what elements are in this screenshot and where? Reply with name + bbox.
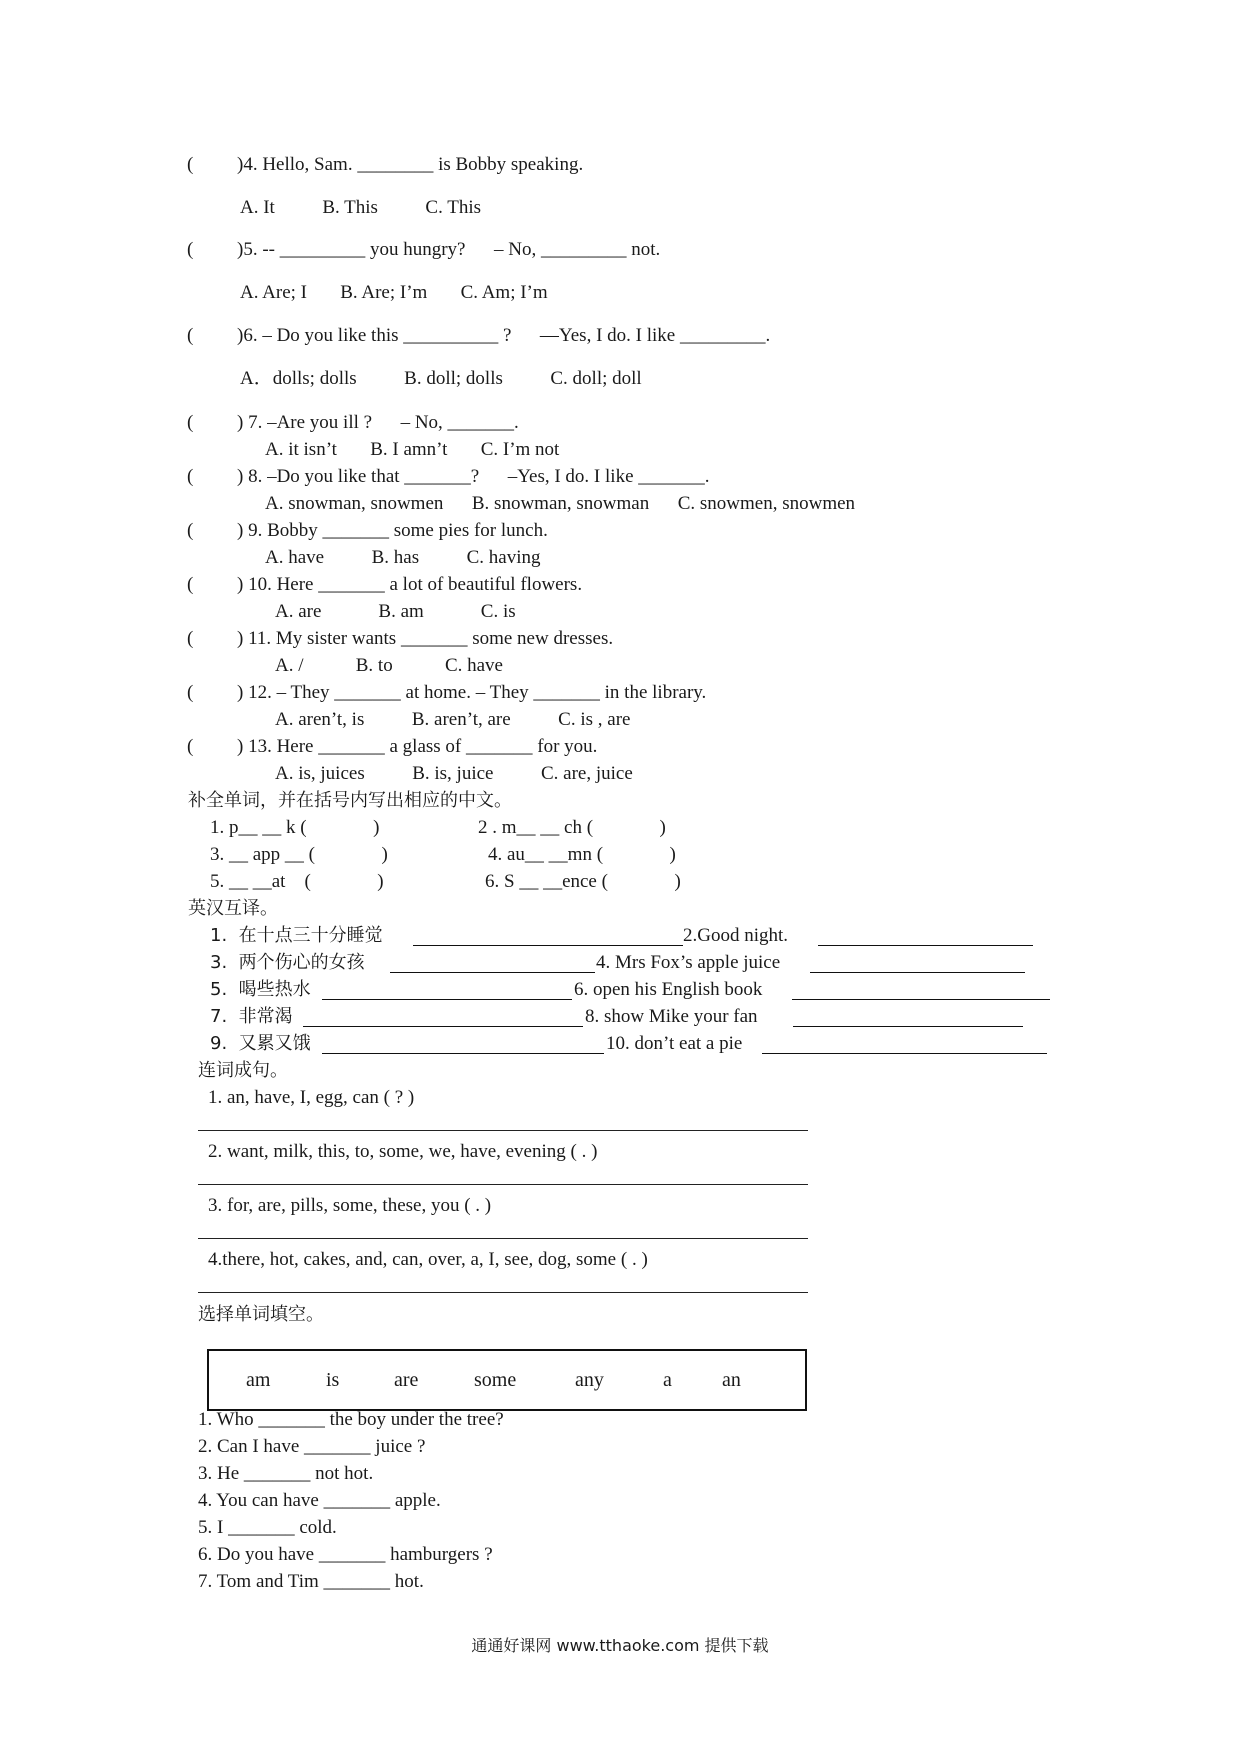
translate-item: 7. 非常渴 [210, 1006, 293, 1027]
order-item: 3. for, are, pills, some, these, you ( . ) [208, 1195, 492, 1216]
fill-item: 3. He _______ not hot. [198, 1463, 374, 1484]
complete-item[interactable]: 3. __ app __ ( ) [210, 844, 388, 865]
mc-paren[interactable]: ( [187, 325, 194, 346]
mc-question: )4. Hello, Sam. ________ is Bobby speaking. [237, 154, 584, 175]
section-title-fill: 选择单词填空。 [198, 1304, 324, 1325]
word-bank-item: a [663, 1369, 672, 1391]
mc-question: ) 9. Bobby _______ some pies for lunch. [237, 520, 548, 541]
complete-item[interactable]: 5. __ __at ( ) [210, 871, 384, 892]
answer-line[interactable] [762, 1053, 1047, 1054]
mc-options: A．dolls; dolls B. doll; dolls C. doll; doll [240, 368, 642, 389]
word-bank-item: are [394, 1369, 419, 1391]
word-bank-item: is [326, 1369, 340, 1391]
mc-question: ) 13. Here _______ a glass of _______ for you. [237, 736, 598, 757]
word-bank-item: any [575, 1369, 604, 1391]
mc-options: A. / B. to C. have [275, 655, 503, 676]
mc-paren[interactable]: ( [187, 412, 194, 433]
fill-item: 6. Do you have _______ hamburgers ? [198, 1544, 493, 1565]
translate-item: 3. 两个伤心的女孩 [210, 952, 365, 973]
order-item: 1. an, have, I, egg, can ( ? ) [208, 1087, 415, 1108]
section-title-complete: 补全单词，并在括号内写出相应的中文。 [188, 790, 512, 811]
order-item: 2. want, milk, this, to, some, we, have, evening ( . ) [208, 1141, 598, 1162]
word-bank-item: some [474, 1369, 517, 1391]
fill-item: 5. I _______ cold. [198, 1517, 337, 1538]
mc-question: ) 8. –Do you like that _______? –Yes, I do. I like _______. [237, 466, 710, 487]
fill-item: 1. Who _______ the boy under the tree? [198, 1409, 504, 1430]
mc-question: ) 7. –Are you ill ? – No, _______. [237, 412, 519, 433]
mc-options: A. is, juices B. is, juice C. are, juice [275, 763, 633, 784]
mc-options: A. it isn’t B. I amn’t C. I’m not [265, 439, 560, 460]
translate-item: 4. Mrs Fox’s apple juice [596, 952, 781, 973]
answer-line[interactable] [322, 999, 572, 1000]
word-bank-item: an [722, 1369, 741, 1391]
answer-line[interactable] [198, 1184, 808, 1185]
mc-options: A. Are; I B. Are; I’m C. Am; I’m [240, 282, 548, 303]
answer-line[interactable] [322, 1053, 604, 1054]
mc-options: A. are B. am C. is [275, 601, 516, 622]
translate-item: 10. don’t eat a pie [606, 1033, 743, 1054]
mc-question: )6. – Do you like this __________ ? —Yes, I do. I like _________. [237, 325, 771, 346]
answer-line[interactable] [413, 945, 683, 946]
complete-item[interactable]: 1. p__ __ k ( ) [210, 817, 380, 838]
fill-item: 2. Can I have _______ juice ? [198, 1436, 426, 1457]
section-title-translate: 英汉互译。 [188, 898, 278, 919]
mc-question: ) 12. – They _______ at home. – They _______ in the library. [237, 682, 707, 703]
mc-paren[interactable]: ( [187, 239, 194, 260]
translate-item: 8. show Mike your fan [585, 1006, 758, 1027]
complete-item[interactable]: 2 . m__ __ ch ( ) [478, 817, 666, 838]
complete-item[interactable]: 6. S __ __ence ( ) [485, 871, 681, 892]
answer-line[interactable] [198, 1130, 808, 1131]
mc-question: )5. -- _________ you hungry? – No, _________ not. [237, 239, 661, 260]
answer-line[interactable] [810, 972, 1025, 973]
mc-options: A. It B. This C. This [240, 197, 482, 218]
fill-item: 4. You can have _______ apple. [198, 1490, 441, 1511]
fill-item: 7. Tom and Tim _______ hot. [198, 1571, 424, 1592]
mc-question: ) 10. Here _______ a lot of beautiful flowers. [237, 574, 583, 595]
mc-paren[interactable]: ( [187, 736, 194, 757]
translate-item: 2.Good night. [683, 925, 789, 946]
section-title-order: 连词成句。 [198, 1060, 288, 1081]
mc-paren[interactable]: ( [187, 682, 194, 703]
word-bank-item: am [246, 1369, 271, 1391]
mc-paren[interactable]: ( [187, 520, 194, 541]
mc-options: A. snowman, snowmen B. snowman, snowman C. snowmen, snowmen [265, 493, 856, 514]
answer-line[interactable] [390, 972, 595, 973]
complete-item[interactable]: 4. au__ __mn ( ) [488, 844, 676, 865]
answer-line[interactable] [198, 1238, 808, 1239]
answer-line[interactable] [818, 945, 1033, 946]
order-item: 4.there, hot, cakes, and, can, over, a, I, see, dog, some ( . ) [208, 1249, 648, 1270]
answer-line[interactable] [792, 999, 1050, 1000]
mc-options: A. have B. has C. having [265, 547, 541, 568]
answer-line[interactable] [793, 1026, 1023, 1027]
mc-question: ) 11. My sister wants _______ some new dresses. [237, 628, 614, 649]
answer-line[interactable] [198, 1292, 808, 1293]
translate-item: 5. 喝些热水 [210, 979, 311, 1000]
mc-paren[interactable]: ( [187, 154, 194, 175]
mc-options: A. aren’t, is B. aren’t, are C. is , are [275, 709, 631, 730]
mc-paren[interactable]: ( [187, 628, 194, 649]
translate-item: 6. open his English book [574, 979, 763, 1000]
mc-paren[interactable]: ( [187, 574, 194, 595]
answer-line[interactable] [303, 1026, 583, 1027]
translate-item: 1. 在十点三十分睡觉 [210, 925, 383, 946]
word-bank [207, 1349, 807, 1411]
page-footer: 通通好课网 www.tthaoke.com 提供下载 [471, 1636, 769, 1655]
translate-item: 9. 又累又饿 [210, 1033, 311, 1054]
mc-paren[interactable]: ( [187, 466, 194, 487]
